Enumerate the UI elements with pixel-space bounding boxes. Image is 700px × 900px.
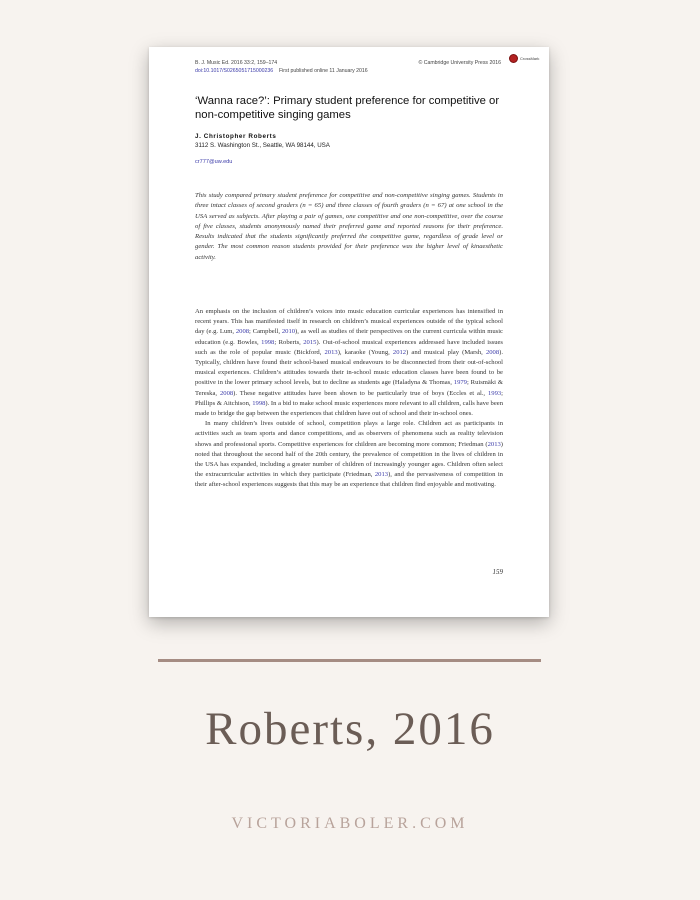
crossmark-label: CrossMark	[520, 56, 540, 61]
text-run: ). These negative attitudes have been shown to be particularly true of boys (Eccles et al.,	[233, 389, 488, 397]
citation-link[interactable]: 2012	[392, 348, 407, 356]
text-run: ). Typically, children have found their school-based musical endeavours to be disconnected from their out-of-school musical experiences. Children’s attitudes towards their in-school music education classes have been found to be positive in the lower primary school levels, but to decline as students age (Haladyna & Thomas,	[195, 348, 503, 387]
text-run: In many children’s lives outside of school, competition plays a large role. Children act as participants in activities such as team sports and dance competitions, and as observers of phenomena such as reality television shows and professional sports. Competitive experiences for children are becoming more common; Friedman (	[195, 420, 503, 448]
publisher-line: © Cambridge University Press 2016	[418, 60, 501, 66]
journal-line: B. J. Music Ed. 2016 33:2, 159–174	[195, 60, 278, 66]
journal-meta	[195, 59, 501, 75]
citation-link[interactable]: 2013	[374, 471, 389, 479]
abstract: This study compared primary student preference for competitive and non-competitive singing games. Students in three intact classes of second graders (n = 65) and three classes of fourth graders (n = 67) at one school in the USA served as subjects. After playing a pair of games, one competitive and one non-competitive, over the course of five classes, students anonymously named their preferred game and reported reasons for their preference. Results indicated that the students significantly preferred the competitive game, regardless of grade level or gender. The most common reason students provided for their preference was the higher level of kinaesthetic activity.	[195, 192, 503, 261]
paper-title: ‘Wanna race?’: Primary student preference for competitive or non-competitive singing games	[195, 95, 500, 121]
published-online: First published online 11 January 2016	[278, 68, 368, 74]
citation-link[interactable]: 1993	[487, 389, 502, 397]
text-run: ), and the pervasiveness of competition in their after-school experiences suggests that this may be an experience that children find enjoyable and motivating.	[195, 471, 503, 489]
citation-link[interactable]: 2008	[235, 328, 250, 336]
text-run: ) and musical play (Marsh,	[406, 348, 486, 356]
citation-link[interactable]: 2013	[487, 440, 501, 448]
body-text	[195, 307, 503, 491]
paragraph-2	[195, 419, 503, 490]
text-run: ), as well as studies of their perspectives on the current curricula within music education (e.g. Bowles,	[195, 328, 503, 346]
divider-rule	[158, 659, 541, 662]
site-name[interactable]: VICTORIABOLER.COM	[231, 815, 469, 832]
citation-link[interactable]: 2010	[281, 328, 296, 336]
crossmark-badge[interactable]	[509, 53, 543, 64]
doi-link[interactable]: doi:10.1017/S0265051715000236	[195, 68, 274, 74]
text-run: ; Phillips & Aitchison,	[195, 389, 504, 407]
text-run: ; Ruismäki & Tereska,	[195, 379, 503, 397]
text-run: ; Roberts,	[274, 338, 304, 346]
citation-link[interactable]: 1998	[252, 399, 266, 407]
citation-link[interactable]: 2008	[485, 348, 500, 356]
author-email[interactable]: cr777@uw.edu	[195, 159, 233, 165]
text-run: An emphasis on the inclusion of children’s voices into music education curricular experiences has intensified in recent years. This has manifested itself in research on children’s musical experiences outside of the typical school day (e.g. Lum,	[195, 308, 503, 336]
citation-link[interactable]: 2008	[219, 389, 234, 397]
text-run: ; Campbell,	[249, 328, 282, 336]
author-address: 3112 S. Washington St., Seattle, WA 98144, USA	[195, 142, 330, 149]
citation-caption: Roberts, 2016	[205, 703, 495, 755]
author-name: J. Christopher Roberts	[195, 133, 277, 140]
crossmark-icon	[509, 54, 518, 63]
text-run: ). In a bid to make school music experiences more relevant to all children, calls have been made to bridge the gap between the experiences that children have out of school and their in-school ones.	[195, 399, 503, 418]
citation-link[interactable]: 1998	[261, 338, 275, 346]
page-number: 159	[492, 568, 503, 576]
text-run: ). Out-of-school musical experiences addressed have included issues such as the role of popular music (Bickford,	[195, 338, 503, 356]
text-run: ), karaoke (Young,	[337, 348, 393, 356]
text-run: ) noted that throughout the second half of the 20th century, the prevalence of competition in the lives of children in the USA has expanded, including a greater number of children of increasingly younger ages. Children often select the extracurricular activities in which they participate (Friedman,	[195, 440, 503, 479]
citation-link[interactable]: 2015	[303, 338, 317, 346]
citation-link[interactable]: 2013	[324, 348, 338, 356]
citation-link[interactable]: 1979	[453, 379, 467, 387]
paper-page	[149, 47, 549, 617]
paragraph-1	[195, 307, 503, 419]
